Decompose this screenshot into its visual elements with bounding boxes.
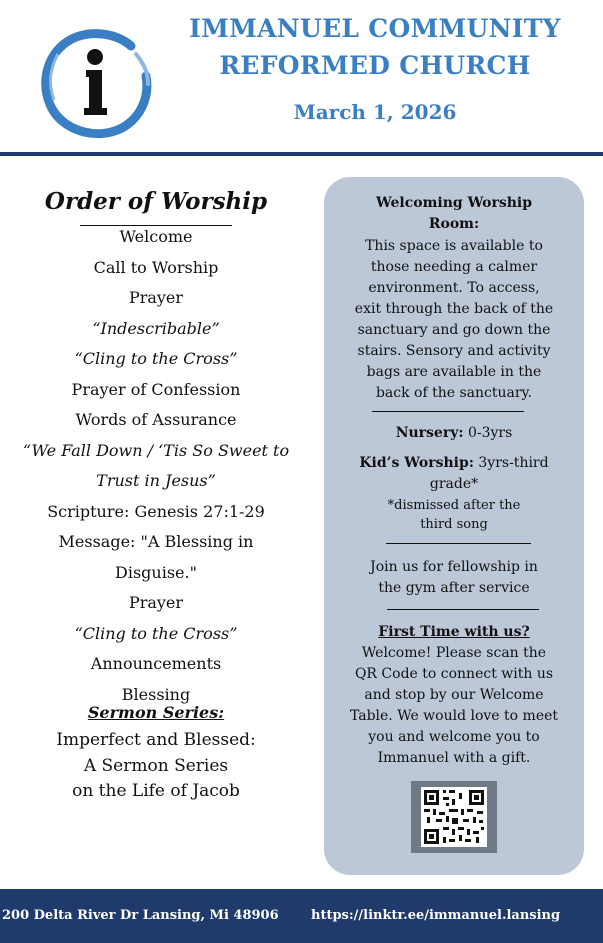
- worship-item: Announcements: [90, 654, 222, 673]
- body-line: bags are available in the: [366, 364, 542, 380]
- body-line: Immanuel with a gift.: [377, 750, 531, 766]
- fellowship-line: the gym after service: [378, 580, 530, 596]
- footer: [0, 889, 603, 943]
- sermon-series-body: [10, 728, 302, 805]
- welcoming-title-line2: Room:: [428, 216, 480, 232]
- linktree-link[interactable]: https://linktr.ee/immanuel.lansing: [311, 908, 561, 923]
- nursery-label: Nursery:: [395, 425, 464, 441]
- kids-note: [324, 496, 584, 534]
- body-line: and stop by our Welcome: [364, 687, 544, 703]
- kids-value: 3yrs-third: [473, 455, 549, 471]
- worship-song: “Cling to the Cross”: [74, 623, 238, 643]
- sermon-series-title: Sermon Series:: [87, 703, 225, 722]
- divider: [386, 543, 531, 544]
- welcoming-title-line1: Welcoming Worship: [375, 195, 533, 211]
- worship-song: “We Fall Down / ‘Tis So Sweet to: [22, 440, 290, 460]
- welcoming-room-body: [324, 236, 584, 404]
- body-line: QR Code to connect with us: [354, 666, 554, 682]
- kids-label: Kid’s Worship:: [359, 455, 474, 471]
- body-line: stairs. Sensory and activity: [357, 343, 551, 359]
- church-address: 200 Delta River Dr Lansing, Mi 48906: [2, 908, 279, 923]
- body-line: sanctuary and go down the: [357, 322, 551, 338]
- sermon-series-line: on the Life of Jacob: [72, 781, 240, 801]
- worship-item: Welcome: [119, 227, 193, 246]
- order-of-worship-title: Order of Worship: [44, 188, 268, 215]
- worship-item: Disguise.": [115, 562, 197, 582]
- worship-item: Prayer: [128, 288, 184, 307]
- sermon-series-line: Imperfect and Blessed:: [56, 730, 256, 750]
- worship-song: “Cling to the Cross”: [74, 349, 238, 368]
- worship-item: Prayer of Confession: [71, 379, 241, 399]
- kids-value-line2: grade*: [429, 476, 479, 492]
- first-time-title: [324, 622, 584, 643]
- divider: [387, 609, 539, 610]
- kids-note-line: third song: [420, 517, 488, 532]
- qr-code-icon[interactable]: [411, 781, 497, 853]
- worship-items: [10, 222, 302, 710]
- nursery-value: 0-3yrs: [463, 425, 513, 441]
- church-name: [170, 10, 580, 84]
- body-line: Welcome! Please scan the: [361, 645, 547, 661]
- fellowship-line: Join us for fellowship in: [370, 559, 538, 575]
- body-line: you and welcome you to: [368, 729, 540, 745]
- worship-item: Call to Worship: [93, 257, 219, 277]
- kids-note-line: *dismissed after the: [387, 498, 521, 513]
- body-line: environment. To access,: [368, 280, 540, 296]
- nursery-info: [324, 423, 584, 444]
- first-time-heading: First Time with us?: [378, 624, 530, 640]
- order-of-worship: [10, 184, 302, 710]
- body-line: Table. We would love to meet: [349, 708, 559, 724]
- worship-item: Prayer: [128, 593, 184, 612]
- worship-item: Message: "A Blessing in: [58, 532, 254, 551]
- welcoming-room-title: [324, 193, 584, 235]
- body-line: exit through the back of the: [354, 301, 554, 317]
- kids-worship-info: [324, 453, 584, 495]
- sermon-series-line: A Sermon Series: [83, 755, 229, 776]
- header: [0, 0, 603, 152]
- body-line: back of the sanctuary.: [375, 385, 533, 401]
- worship-item: Words of Assurance: [75, 410, 237, 429]
- divider: [372, 411, 524, 412]
- church-name-line2: REFORMED CHURCH: [219, 51, 531, 80]
- body-line: those needing a calmer: [370, 259, 538, 275]
- first-time-body: [324, 643, 584, 769]
- church-name-line1: IMMANUEL COMMUNITY: [189, 14, 561, 43]
- header-divider: [0, 152, 603, 156]
- church-logo-icon: [36, 24, 154, 142]
- fellowship-info: [324, 557, 584, 599]
- worship-song: Trust in Jesus”: [96, 471, 216, 490]
- body-line: This space is available to: [365, 238, 543, 254]
- worship-item: Blessing: [121, 684, 191, 704]
- worship-item: Scripture: Genesis 27:1-29: [47, 501, 265, 521]
- worship-song: “Indescribable”: [92, 318, 220, 338]
- bulletin-date: March 1, 2026: [293, 100, 457, 124]
